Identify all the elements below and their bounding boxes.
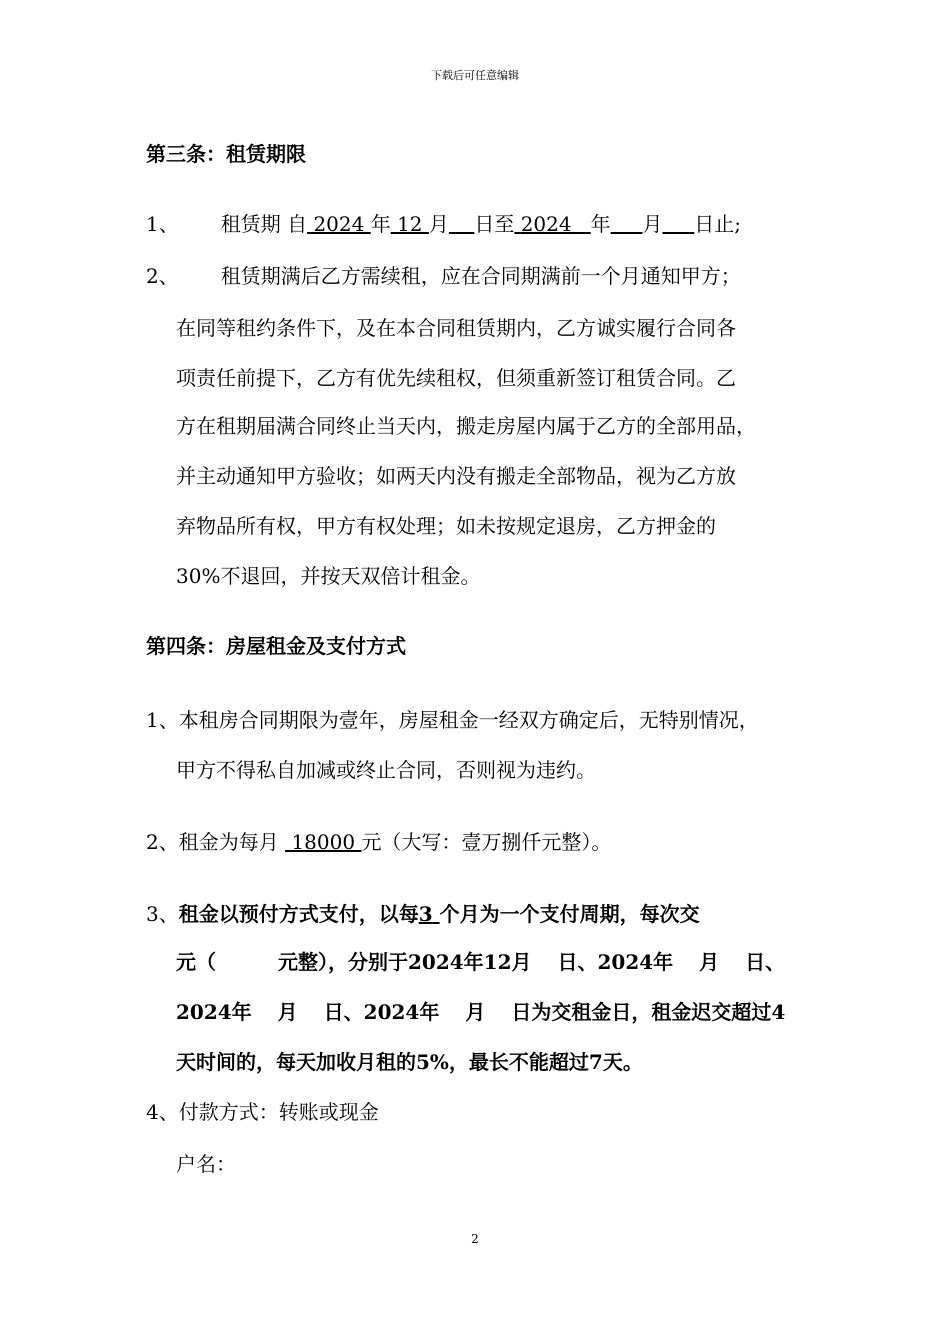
s3-item1-num: 1、 [146,212,179,236]
s4-item3-line-4: 天时间的，每天加收月租的5%，最长不能超过7天。 [176,1050,643,1074]
s3-item2-line-2: 项责任前提下，乙方有优先续租权，但须重新签订租赁合同。乙 [176,366,736,390]
s3-end-year: 2024 [520,212,572,236]
s4-item2 [146,826,611,855]
s3-item2-line-5: 弃物品所有权，甲方有权处理；如未按规定退房，乙方押金的 [176,514,716,538]
s4-cycle-months: 3 [418,902,433,926]
s4-rent-amount: 18000 [291,830,356,854]
s4-item3-line-2: 元（ 元整），分别于2024年12月 日、2024年 月 日、 [176,950,786,974]
s4-item3-line-1 [146,898,700,927]
s3-item2-line-4: 并主动通知甲方验收；如两天内没有搬走全部物品，视为乙方放 [176,464,736,488]
s3-month-char-2: 月 [642,212,663,236]
s3-year-char-1: 年 [370,212,391,236]
s4-item2-prefix: 2、租金为每月 [146,830,279,854]
s4-item1-line-1: 1、本租房合同期限为壹年，房屋租金一经双方确定后，无特别情况， [146,708,759,732]
s4-account-label: 户名： [176,1152,236,1176]
s3-start-month: 12 [397,212,423,236]
s4-item3-num: 3、 [146,902,179,926]
s3-item1 [146,208,741,237]
s4-item3-line-3: 2024年 月 日、2024年 月 日为交租金日，租金迟交超过4 [176,1000,786,1024]
s3-end-day-blank [662,212,694,236]
s3-item2-num: 2、 [146,264,179,288]
s3-year-char-2: 年 [590,212,611,236]
section-4-title: 第四条：房屋租金及支付方式 [146,634,406,658]
section-3-title: 第三条：租赁期限 [146,142,306,166]
s3-day-to: 日至 [474,212,515,236]
s4-item4-line: 4、付款方式：转账或现金 [146,1100,379,1124]
s3-item2-line-0 [146,260,741,289]
s3-item2-line-3: 方在租期届满合同终止当天内，搬走房屋内属于乙方的全部用品， [176,414,756,438]
s3-day-end: 日止; [694,212,742,236]
s4-item2-suffix: 元（大写：壹万捌仟元整）。 [361,830,612,854]
s3-start-day-blank [449,212,474,236]
s3-item1-label: 租赁期 自 [220,212,308,236]
s3-item2-line-6: 30%不退回，并按天双倍计租金。 [176,564,481,588]
s3-start-year: 2024 [313,212,365,236]
s3-month-char-1: 月 [428,212,449,236]
s3-item2-text-0: 租赁期满后乙方需续租，应在合同期满前一个月通知甲方； [220,264,741,288]
page-header: 下载后可任意编辑 [431,69,519,82]
s3-end-month-blank [611,212,643,236]
page-number: 2 [471,1232,479,1246]
s4-item1-line-2: 甲方不得私自加减或终止合同，否则视为违约。 [176,758,596,782]
s4-item3-text-1: 租金以预付方式支付，以每3 个月为一个支付周期，每次交 [178,902,700,926]
s3-item2-line-1: 在同等租约条件下，及在本合同租赁期内，乙方诚实履行合同各 [176,316,736,340]
